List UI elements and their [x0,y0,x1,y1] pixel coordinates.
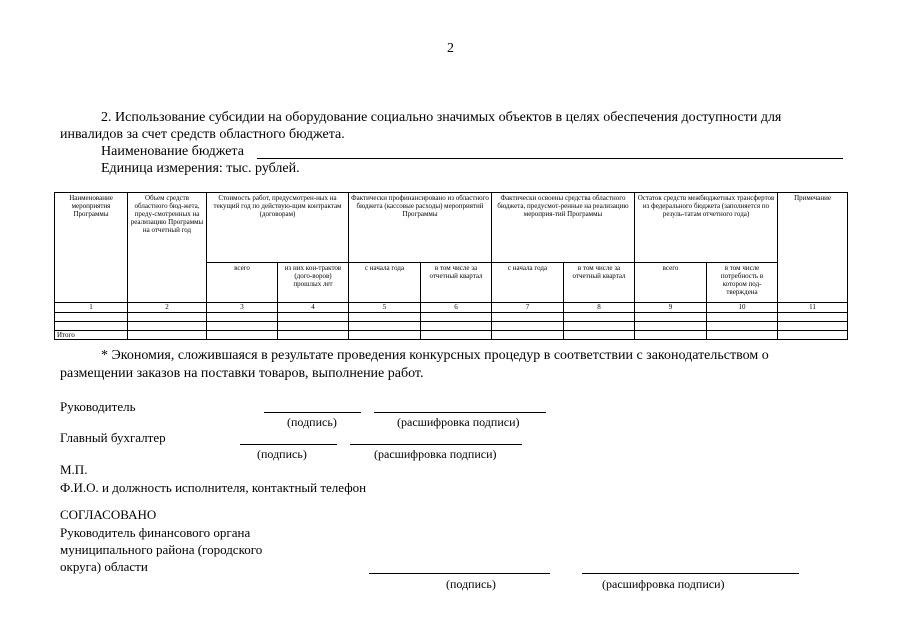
column-number-row [55,303,848,313]
header-activity-name: Наименование мероприятия Программы [55,193,128,303]
accountant-signature-line [240,444,337,445]
column-number: 2 [128,303,207,313]
table-cell [349,313,421,322]
report-table [54,192,848,340]
table-cell [128,331,207,340]
subheader-reporting-quarter: в том числе за отчетный квартал [421,263,492,303]
column-number: 5 [349,303,421,313]
approval-line-3: округа) области [60,559,148,574]
column-number: 11 [778,303,848,313]
total-label: Итого [55,331,128,340]
table-cell [207,331,278,340]
header-financed: Фактически профинансировано из областного бюджета (кассовые расходы) мероприятий Программы [349,193,492,263]
table-cell [635,331,707,340]
table-cell [55,322,128,331]
header-remaining-transfers: Остаток средств межбюджетных трансфертов из федерального бюджета (заполняется по резуль-татам отчетного года) [635,193,778,263]
table-cell [349,322,421,331]
table-cell [778,331,848,340]
decoding-caption: (расшифровка подписи) [397,415,520,429]
column-number: 1 [55,303,128,313]
table-cell [421,331,492,340]
header-utilized: Фактически освоены средства областного бюджета, предусмот-ренные на реализацию мероприя-тий Программы [492,193,635,263]
column-number: 10 [707,303,778,313]
table-cell [707,313,778,322]
decoding-caption: (расшифровка подписи) [374,447,497,461]
table-cell [349,331,421,340]
signature-caption: (подпись) [257,447,307,461]
table-cell [207,322,278,331]
column-number: 9 [635,303,707,313]
header-contract-cost: Стоимость работ, предусмотрен-ных на текущий год по действую-щим контрактам (договорам) [207,193,349,263]
approval-line-2: муниципального района (городского [60,542,263,557]
table-cell [564,322,635,331]
table-cell [128,313,207,322]
section-paragraph-continued: инвалидов за счет средств областного бюджета. [60,127,345,142]
table-cell [278,331,349,340]
agreed-label: СОГЛАСОВАНО [60,507,157,522]
table-cell [564,331,635,340]
subheader-reporting-quarter: в том числе за отчетный квартал [564,263,635,303]
chief-accountant-label: Главный бухгалтер [60,430,166,445]
header-planned-budget: Объем средств областного бюд-жета, преду-смотренных на реализацию Программы на отчетный год [128,193,207,303]
table-cell [421,322,492,331]
table-cell [278,322,349,331]
table-row [55,313,848,322]
accountant-decoding-line [350,444,522,445]
table-cell [492,331,564,340]
column-number: 6 [421,303,492,313]
table-cell [55,313,128,322]
page-number: 2 [447,41,454,56]
section-paragraph: 2. Использование субсидии на оборудование социально значимых объектов в целях обеспечения доступности для [101,110,782,125]
signature-caption: (подпись) [287,415,337,429]
subheader-confirmed-need: в том числе потребность в котором под-тверждена [707,263,778,303]
table-cell [707,331,778,340]
table-cell [492,322,564,331]
table-cell [128,322,207,331]
column-number: 8 [564,303,635,313]
footnote-line-2: размещении заказов на поставки товаров, выполнение работ. [60,366,424,381]
table-cell [707,322,778,331]
table-cell [207,313,278,322]
table-cell [778,322,848,331]
column-number: 7 [492,303,564,313]
subheader-total: всего [207,263,278,303]
header-note: Примечание [778,193,848,303]
table-cell [635,322,707,331]
table-cell [778,313,848,322]
table-row [55,322,848,331]
subheader-since-year-start: с начала года [492,263,564,303]
subheader-since-year-start: с начала года [349,263,421,303]
executor-label: Ф.И.О. и должность исполнителя, контактный телефон [60,480,367,495]
total-row [55,331,848,340]
approval-line-1: Руководитель финансового органа [60,525,251,540]
column-number: 3 [207,303,278,313]
head-decoding-line [374,412,546,413]
signature-caption: (подпись) [446,577,496,591]
table-cell [635,313,707,322]
head-signature-line [264,412,361,413]
footnote-line-1: * Экономия, сложившаяся в результате проведения конкурсных процедур в соответствии с законодательством о [101,348,769,363]
budget-name-line [257,158,843,159]
table-cell [421,313,492,322]
table-cell [564,313,635,322]
seal-label: М.П. [60,462,88,477]
approval-decoding-line [582,573,799,574]
head-label: Руководитель [60,399,136,414]
approval-signature-line [369,573,550,574]
column-number: 4 [278,303,349,313]
subheader-total: всего [635,263,707,303]
unit-label: Единица измерения: тыс. рублей. [101,161,300,176]
table-cell [492,313,564,322]
subheader-past-contracts: из них кон-трактов (дого-воров) прошлых лет [278,263,349,303]
decoding-caption: (расшифровка подписи) [602,577,725,591]
table-cell [278,313,349,322]
budget-label: Наименование бюджета [101,144,244,159]
